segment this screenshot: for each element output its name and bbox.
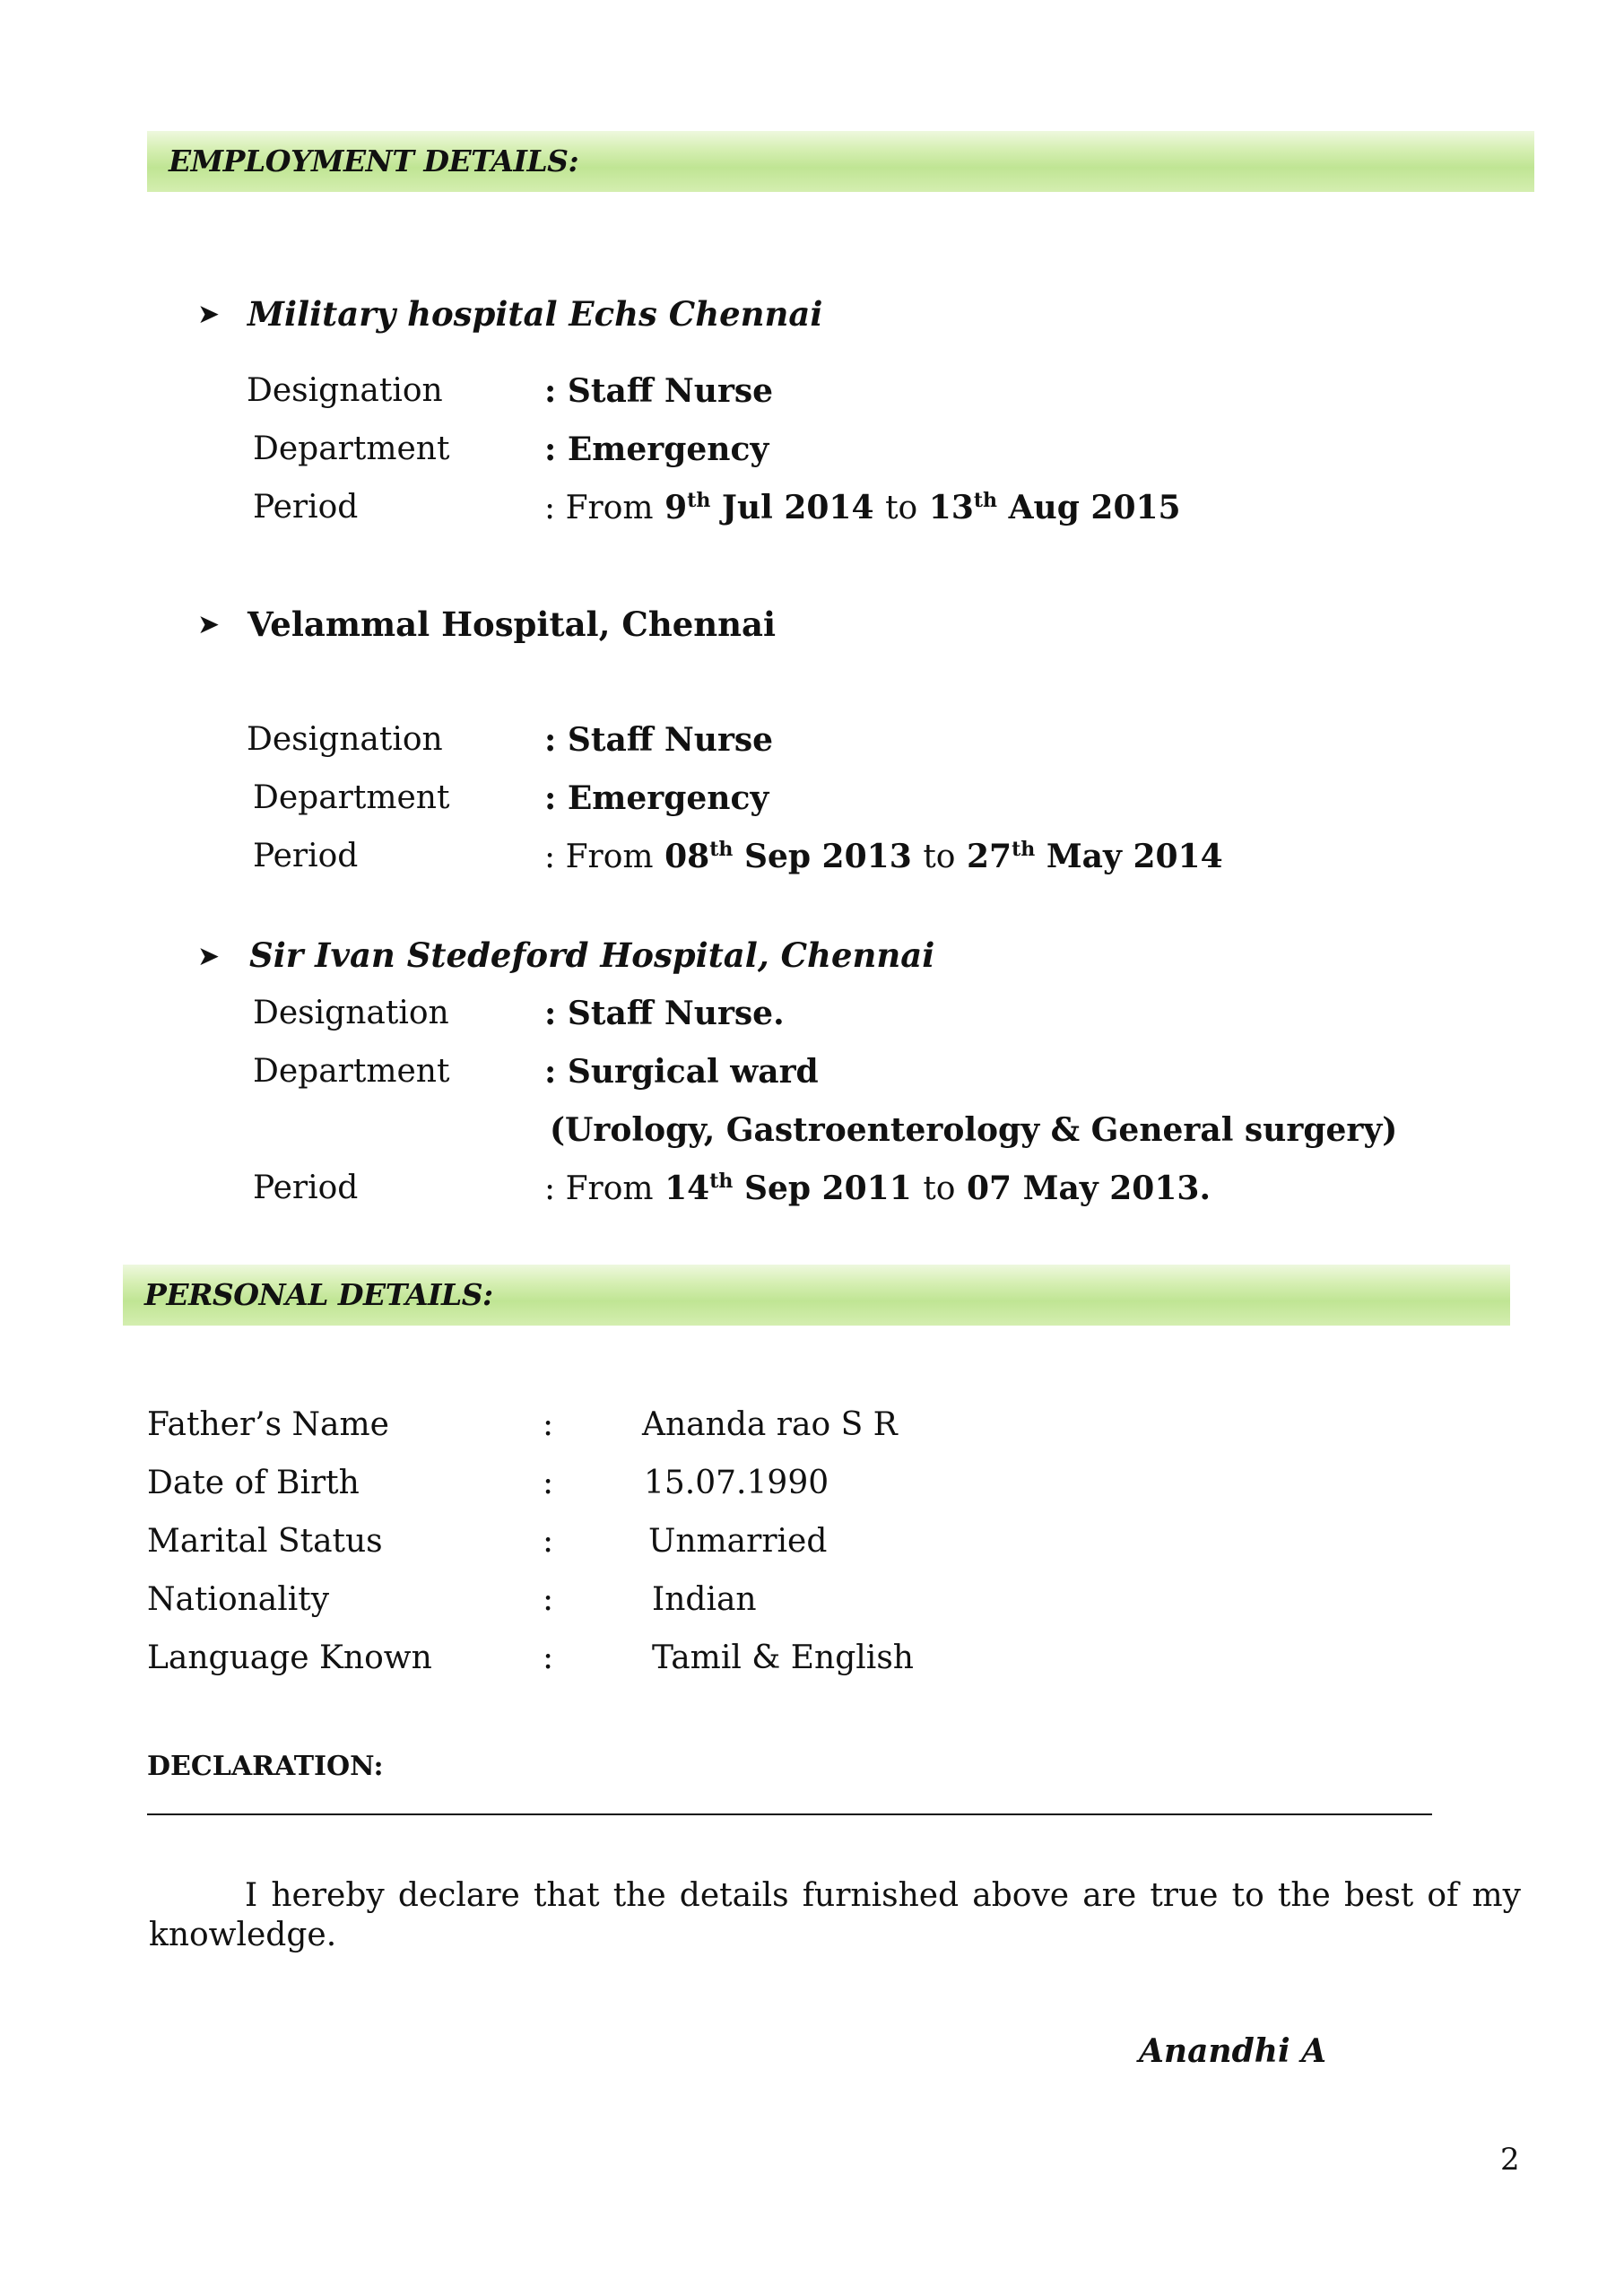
page-number: 2 xyxy=(1500,2142,1520,2178)
language-known-colon: : xyxy=(543,1639,554,1676)
job-3-designation-label: Designation xyxy=(253,995,449,1031)
job-2-department: : Emergency xyxy=(544,779,769,817)
date-of-birth-label: Date of Birth xyxy=(147,1465,360,1501)
job-3-hospital: Sir Ivan Stedeford Hospital, Chennai xyxy=(249,935,935,975)
job-1-department: : Emergency xyxy=(544,430,769,468)
language-known-label: Language Known xyxy=(147,1639,432,1676)
nationality-colon: : xyxy=(543,1581,554,1618)
arrowhead-bullet-icon: ➤ xyxy=(197,609,221,640)
job-3-designation: : Staff Nurse. xyxy=(544,995,785,1032)
job-3-department-extra: (Urology, Gastroenterology & General surgery) xyxy=(550,1111,1398,1149)
date-of-birth-colon: : xyxy=(543,1465,554,1501)
nationality-value: Indian xyxy=(652,1581,757,1618)
job-1-department-label: Department xyxy=(253,430,450,467)
personal-section-header xyxy=(123,1265,1510,1326)
fathers-name-value: Ananda rao S R xyxy=(642,1406,898,1443)
job-2-period: : From 08th Sep 2013 to 27th May 2014 xyxy=(544,838,1223,875)
declaration-text: I hereby declare that the details furnished above are true to the best of my knowledge. xyxy=(149,1877,1521,1953)
signature-name: Anandhi A xyxy=(1139,2032,1327,2070)
employment-section-header xyxy=(147,131,1534,192)
job-1-hospital: Military hospital Echs Chennai xyxy=(248,294,823,334)
job-3-department: : Surgical ward xyxy=(544,1053,819,1091)
date-of-birth-value: 15.07.1990 xyxy=(644,1465,829,1501)
declaration-divider xyxy=(147,1813,1432,1815)
job-1-period: : From 9th Jul 2014 to 13th Aug 2015 xyxy=(544,489,1181,526)
fathers-name-label: Father’s Name xyxy=(147,1406,389,1443)
job-2-designation: : Staff Nurse xyxy=(544,721,774,759)
language-known-value: Tamil & English xyxy=(652,1639,914,1676)
personal-heading: PERSONAL DETAILS: xyxy=(144,1277,493,1312)
job-3-department-label: Department xyxy=(253,1053,450,1090)
nationality-label: Nationality xyxy=(147,1581,330,1618)
job-1-period-label: Period xyxy=(253,489,359,526)
job-2-department-label: Department xyxy=(253,779,450,816)
job-2-hospital: Velammal Hospital, Chennai xyxy=(248,604,777,644)
job-1-designation-label: Designation xyxy=(247,372,443,409)
marital-status-label: Marital Status xyxy=(147,1523,383,1560)
job-2-period-label: Period xyxy=(253,838,359,874)
fathers-name-colon: : xyxy=(543,1406,554,1443)
arrowhead-bullet-icon: ➤ xyxy=(197,941,221,972)
job-2-designation-label: Designation xyxy=(247,721,443,758)
marital-status-value: Unmarried xyxy=(648,1523,828,1560)
job-3-period: : From 14th Sep 2011 to 07 May 2013. xyxy=(544,1170,1211,1207)
arrowhead-bullet-icon: ➤ xyxy=(197,299,221,330)
job-3-period-label: Period xyxy=(253,1170,359,1206)
job-1-designation: : Staff Nurse xyxy=(544,372,774,410)
employment-heading: EMPLOYMENT DETAILS: xyxy=(169,144,579,178)
marital-status-colon: : xyxy=(543,1523,554,1560)
declaration-heading: DECLARATION: xyxy=(147,1751,384,1782)
